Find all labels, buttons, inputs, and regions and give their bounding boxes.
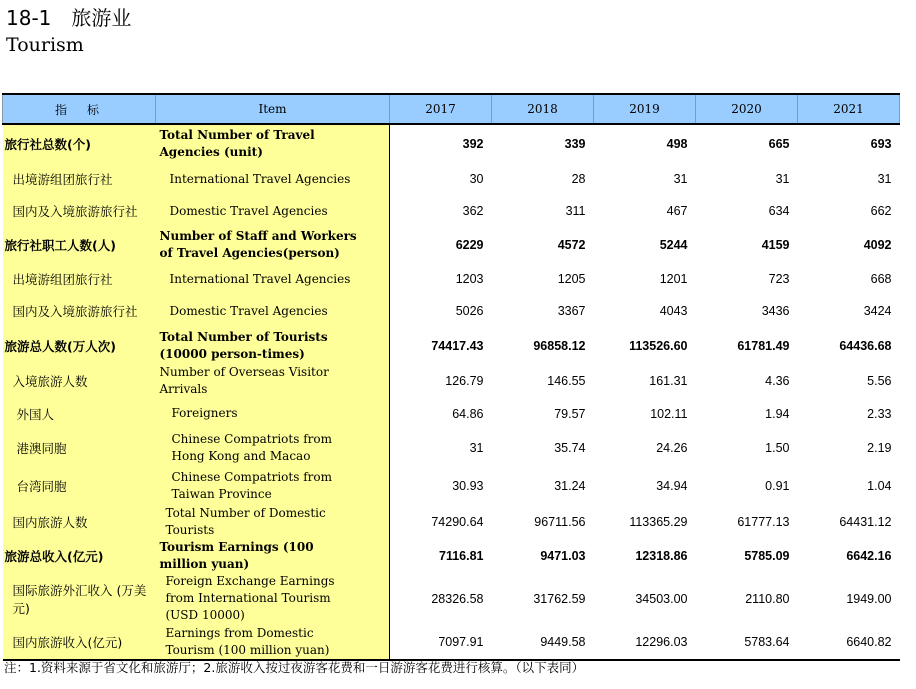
- cell-value: 467: [666, 204, 688, 218]
- col-header-indicator: 指 标: [3, 94, 156, 124]
- footnote: 注：1.资料来源于省文化和旅游厅；2.旅游收入按过夜游客花费和一日游游客花费进行核算。（以下表同）: [4, 660, 585, 675]
- cell-value: 12318.86: [635, 549, 688, 563]
- cell-value: 693: [870, 137, 892, 151]
- cell-value: 113365.29: [629, 515, 688, 529]
- row-label-zh: 国内旅游收入(亿元): [3, 624, 156, 660]
- cell-value: 64436.68: [839, 338, 892, 353]
- table-row: [3, 539, 900, 573]
- cell-value: 35.74: [554, 441, 586, 455]
- cell-value: 30.93: [452, 479, 484, 493]
- table-row: [3, 263, 900, 295]
- cell-value: 3367: [557, 304, 586, 318]
- col-header-year: 2017: [390, 94, 492, 124]
- cell-value: 7097.91: [390, 624, 492, 660]
- row-label-en: Foreigners: [156, 398, 390, 429]
- cell-value: 102.11: [650, 406, 688, 421]
- table-row: [3, 573, 900, 624]
- cell-value: 31: [673, 172, 688, 186]
- cell-value: 665: [768, 137, 790, 151]
- cell-value: 6642.16: [846, 549, 892, 563]
- table-row: [3, 398, 900, 429]
- table-body: [3, 124, 900, 660]
- cell-value: 723: [768, 272, 790, 286]
- cell-value: 79.57: [554, 406, 586, 421]
- row-label-zh: 旅行社职工人数(人): [3, 227, 156, 263]
- cell-value: 9449.58: [492, 624, 594, 660]
- table-row: [3, 163, 900, 195]
- cell-value: 6640.82: [798, 624, 900, 660]
- cell-value: 96858.12: [533, 338, 586, 353]
- cell-value: 28326.58: [431, 591, 484, 606]
- cell-value: 61781.49: [737, 338, 790, 353]
- table-row: [3, 624, 900, 660]
- row-label-zh: 国际旅游外汇收入 (万美元): [3, 573, 156, 624]
- row-label-en: Total Number of Travel Agencies (unit): [156, 124, 390, 163]
- cell-value: 3424: [863, 304, 892, 318]
- col-header-year: 2018: [492, 94, 594, 124]
- table-row: [3, 364, 900, 398]
- row-label-zh: 旅游总人数(万人次): [3, 327, 156, 364]
- row-label-zh: 出境游组团旅行社: [3, 263, 156, 295]
- cell-value: 31762.59: [533, 591, 586, 606]
- cell-value: 362: [462, 204, 484, 218]
- cell-value: 146.55: [547, 374, 586, 388]
- row-label-zh: 国内及入境旅游旅行社: [3, 195, 156, 227]
- row-label-zh: 入境旅游人数: [3, 364, 156, 398]
- row-label-en: Total Number of Domestic Tourists: [156, 505, 390, 539]
- cell-value: 4.36: [765, 374, 790, 388]
- cell-value: 74290.64: [431, 515, 484, 529]
- cell-value: 2.19: [867, 441, 892, 455]
- col-header-year: 2020: [696, 94, 798, 124]
- cell-value: 31.24: [554, 479, 586, 493]
- cell-value: 5783.64: [696, 624, 798, 660]
- row-label-en: Domestic Travel Agencies: [156, 195, 390, 227]
- tourism-table: [2, 93, 900, 661]
- cell-value: 5785.09: [744, 549, 790, 563]
- row-label-en: Number of Overseas Visitor Arrivals: [156, 364, 390, 398]
- row-label-en: Earnings from Domestic Tourism (100 million yuan): [156, 624, 390, 660]
- cell-value: 9471.03: [540, 549, 586, 563]
- row-label-en: Foreign Exchange Earnings from International Tourism (USD 10000): [156, 573, 390, 624]
- cell-value: 0.91: [765, 479, 790, 493]
- cell-value: 662: [870, 204, 892, 218]
- cell-value: 64431.12: [839, 515, 892, 529]
- cell-value: 498: [666, 137, 688, 151]
- cell-value: 4092: [863, 238, 892, 252]
- row-label-zh: 旅行社总数(个): [3, 124, 156, 163]
- cell-value: 5.56: [867, 374, 892, 388]
- cell-value: 1.50: [765, 441, 790, 455]
- row-label-zh: 国内及入境旅游旅行社: [3, 295, 156, 327]
- cell-value: 4572: [557, 238, 586, 252]
- table-row: [3, 327, 900, 364]
- row-label-zh: 国内旅游人数: [3, 505, 156, 539]
- cell-value: 2.33: [867, 406, 892, 421]
- row-label-en: International Travel Agencies: [156, 163, 390, 195]
- cell-value: 1.94: [765, 406, 790, 421]
- row-label-zh: 外国人: [3, 398, 156, 429]
- cell-value: 4159: [761, 238, 790, 252]
- cell-value: 2110.80: [745, 591, 790, 606]
- cell-value: 28: [571, 172, 586, 186]
- cell-value: 34.94: [656, 479, 688, 493]
- cell-value: 34503.00: [635, 591, 688, 606]
- cell-value: 1949.00: [846, 591, 892, 606]
- row-label-zh: 旅游总收入(亿元): [3, 539, 156, 573]
- cell-value: 61777.13: [737, 515, 790, 529]
- cell-value: 4043: [659, 304, 688, 318]
- row-label-en: Total Number of Tourists (10000 person-times): [156, 327, 390, 364]
- cell-value: 31: [775, 172, 790, 186]
- cell-value: 339: [564, 137, 586, 151]
- row-label-zh: 台湾同胞: [3, 467, 156, 505]
- row-label-zh: 港澳同胞: [3, 429, 156, 467]
- col-header-item: Item: [156, 94, 390, 124]
- cell-value: 1205: [557, 272, 586, 286]
- cell-value: 31: [469, 441, 484, 455]
- cell-value: 1201: [659, 272, 688, 286]
- cell-value: 31: [877, 172, 892, 186]
- row-label-zh: 出境游组团旅行社: [3, 163, 156, 195]
- table-row: [3, 124, 900, 163]
- table-row: [3, 505, 900, 539]
- cell-value: 5026: [455, 304, 484, 318]
- col-header-year: 2021: [798, 94, 900, 124]
- cell-value: 5244: [659, 238, 688, 252]
- cell-value: 392: [462, 137, 484, 151]
- table-subtitle: Tourism: [6, 34, 84, 56]
- cell-value: 64.86: [452, 406, 484, 421]
- cell-value: 311: [565, 204, 586, 218]
- table-row: [3, 429, 900, 467]
- cell-value: 24.26: [656, 441, 688, 455]
- cell-value: 3436: [761, 304, 790, 318]
- table-title: 18-1 旅游业: [6, 6, 132, 30]
- cell-value: 30: [469, 172, 484, 186]
- cell-value: 6229: [455, 238, 484, 252]
- table-row: [3, 195, 900, 227]
- cell-value: 634: [768, 204, 790, 218]
- cell-value: 1.04: [867, 479, 892, 493]
- header-row: [3, 94, 900, 124]
- row-label-en: Number of Staff and Workers of Travel Agencies(person): [156, 227, 390, 263]
- row-label-en: International Travel Agencies: [156, 263, 390, 295]
- table-row: [3, 295, 900, 327]
- col-header-year: 2019: [594, 94, 696, 124]
- cell-value: 113526.60: [629, 338, 688, 353]
- cell-value: 74417.43: [431, 338, 484, 353]
- table-row: [3, 227, 900, 263]
- row-label-en: Chinese Compatriots from Taiwan Province: [156, 467, 390, 505]
- row-label-en: Domestic Travel Agencies: [156, 295, 390, 327]
- cell-value: 7116.81: [439, 549, 484, 563]
- cell-value: 668: [870, 272, 892, 286]
- cell-value: 161.31: [649, 374, 688, 388]
- cell-value: 96711.56: [534, 515, 586, 529]
- table-row: [3, 467, 900, 505]
- cell-value: 12296.03: [594, 624, 696, 660]
- row-label-en: Chinese Compatriots from Hong Kong and Macao: [156, 429, 390, 467]
- cell-value: 1203: [455, 272, 484, 286]
- cell-value: 126.79: [445, 374, 484, 388]
- row-label-en: Tourism Earnings (100 million yuan): [156, 539, 390, 573]
